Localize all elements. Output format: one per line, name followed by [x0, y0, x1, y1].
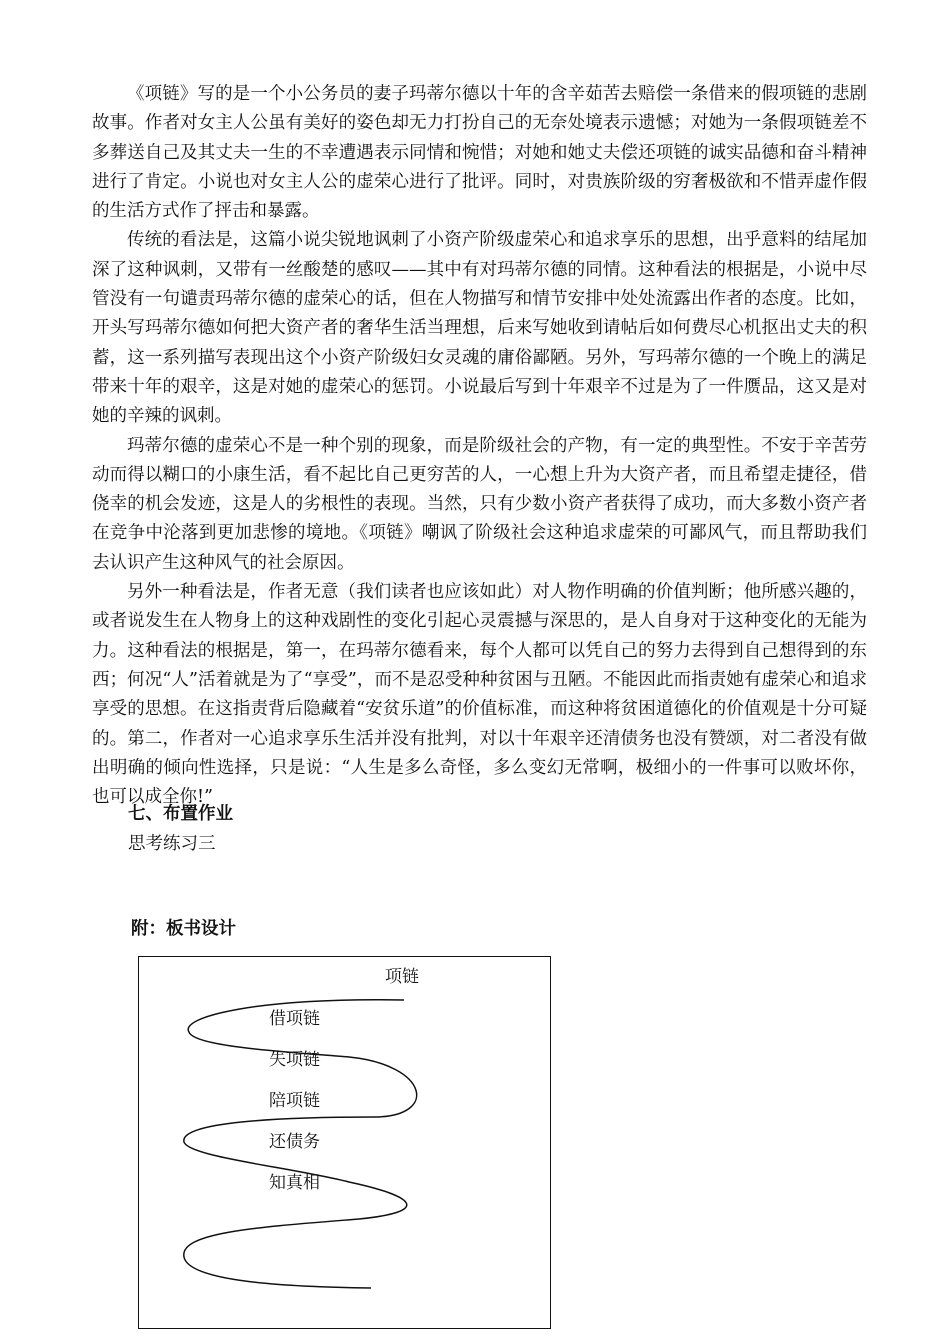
- paragraph-1: 《项链》写的是一个小公务员的妻子玛蒂尔德以十年的含辛茹苦去赔偿一条借来的假项链的悲剧故事。作者对女主人公虽有美好的姿色却无力打扮自己的无奈处境表示遗憾；对她为一条假项链差不多葬送自己及其丈夫一生的不幸遭遇表示同情和惋惜；对她和她丈夫偿还项链的诚实品德和奋斗精神进行了肯定。小说也对女主人公的虚荣心进行了批评。同时，对贵族阶级的穷奢极欲和不惜弄虚作假的生活方式作了抨击和暴露。: [92, 84, 867, 222]
- paragraph-4: 另外一种看法是，作者无意（我们读者也应该如此）对人物作明确的价值判断；他所感兴趣的，或者说发生在人物身上的这种戏剧性的变化引起心灵震撼与深思的，是人自身对于这种变化的无能为力。这种看法的根据是，第一，在玛蒂尔德看来，每个人都可以凭自己的努力去得到自己想得到的东西；何况“人”活着就是为了“享受”，而不是忍受种种贫困与丑陋。不能因此而指责她有虚荣心和追求享受的思想。在这指责背后隐藏着“安贫乐道”的价值标准，而这种将贫困道德化的价值观是十分可疑的。第二，作者对一心追求享乐生活并没有批判，对以十年艰辛还清债务也没有赞颂，对二者没有做出明确的倾向性选择，只是说：“人生是多么奇怪，多么变幻无常啊，极细小的一件事可以败坏你，也可以成全你!”: [92, 582, 867, 808]
- serpentine-line-diagram: [139, 957, 552, 1330]
- board-item-borrow: 借项链: [269, 1009, 320, 1029]
- paragraph-3: 玛蒂尔德的虚荣心不是一种个别的现象，而是阶级社会的产物，有一定的典型性。不安于辛苦劳动而得以糊口的小康生活，看不起比自己更穷苦的人，一心想上升为大资产者，而且希望走捷径，借侥幸的机会发迹，这是人的劣根性的表现。当然，只有少数小资产者获得了成功，而大多数小资产者在竞争中沦落到更加悲惨的境地。《项链》嘲讽了阶级社会这种追求虚荣的可鄙风气，而且帮助我们去认识产生这种风气的社会原因。: [92, 435, 867, 573]
- paragraph-2: 传统的看法是，这篇小说尖锐地讽刺了小资产阶级虚荣心和追求享乐的思想，出乎意料的结尾加深了这种讽刺，又带有一丝酸楚的感叹——其中有对玛蒂尔德的同情。这种看法的根据是，小说中尽管没有一句谴责玛蒂尔德的虚荣心的话，但在人物描写和情节安排中处处流露出作者的态度。比如，开头写玛蒂尔德如何把大资产者的奢华生活当理想，后来写她收到请帖后如何费尽心机抠出丈夫的积蓄，这一系列描写表现出这个小资产阶级妇女灵魂的庸俗鄙陋。另外，写玛蒂尔德的一个晚上的满足带来十年的艰辛，这是对她的虚荣心的惩罚。小说最后写到十年艰辛不过是为了一件赝品，这又是对她的辛辣的讽刺。: [92, 230, 867, 427]
- appendix-title: 附：板书设计: [131, 919, 236, 939]
- homework-text: 思考练习三: [128, 834, 216, 854]
- board-title: 项链: [385, 967, 419, 987]
- board-item-repay: 还债务: [269, 1132, 320, 1152]
- board-item-lose: 失项链: [269, 1050, 320, 1070]
- board-item-truth: 知真相: [269, 1173, 320, 1193]
- body-text: [92, 80, 867, 812]
- board-item-compensate: 陪项链: [269, 1091, 320, 1111]
- section-heading: 七、布置作业: [128, 804, 233, 824]
- blackboard-design-box: [138, 956, 551, 1329]
